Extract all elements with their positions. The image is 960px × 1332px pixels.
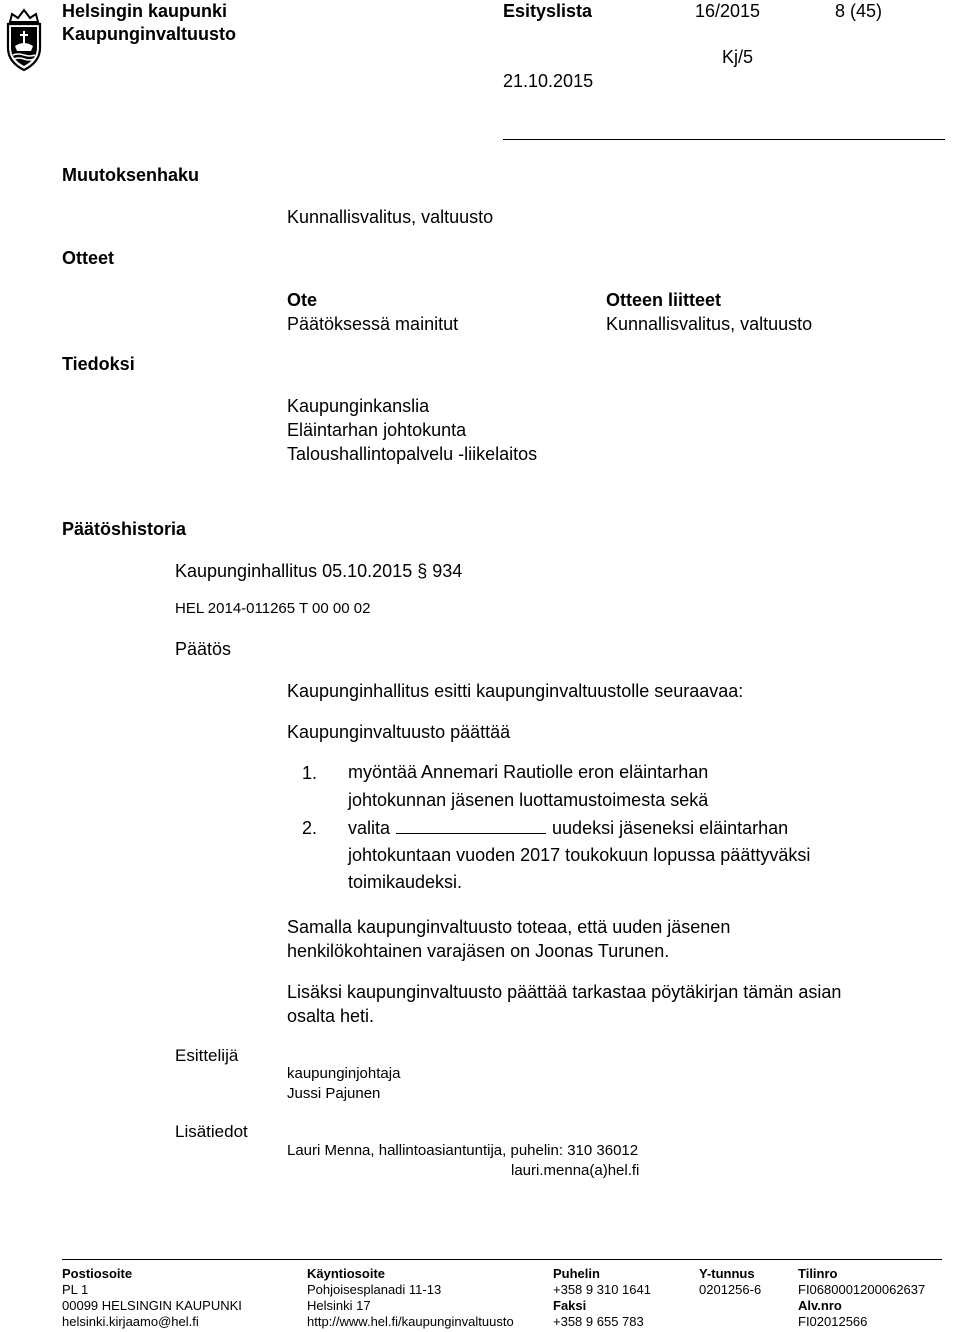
item-text [348, 815, 810, 842]
footer-heading: Tilinro [798, 1266, 838, 1281]
footer-heading: Käyntiosoite [307, 1266, 386, 1281]
tiedoksi-item: Kaupunginkanslia [287, 396, 430, 416]
tiedoksi-heading: Tiedoksi [62, 354, 135, 374]
footer-heading: Postiosoite [62, 1266, 133, 1281]
item-code: Kj/5 [722, 47, 754, 67]
item-text-part: uudeksi jäseneksi eläintarhan [552, 818, 789, 838]
section-number: 934 [432, 561, 463, 581]
otteet-heading: Otteet [62, 248, 115, 268]
presenter [287, 1064, 400, 1104]
historia-meeting [175, 560, 462, 582]
footer-text: FI0680001200062637 [798, 1282, 926, 1297]
decision-label: Päätös [175, 639, 232, 659]
footer-col-tilinro [798, 1266, 925, 1330]
item-number: 2. [302, 818, 318, 838]
decision-decides: Kaupunginvaltuusto päättää [287, 722, 511, 742]
footer-divider [62, 1259, 942, 1260]
presenter-label: Esittelijä [175, 1046, 239, 1065]
presenter-name: Jussi Pajunen [287, 1085, 381, 1102]
footer-text: Helsinki 17 [307, 1298, 371, 1313]
ote-title: Ote [287, 290, 318, 310]
footer-col-visit [307, 1266, 514, 1330]
footer-text: FI02012566 [798, 1314, 868, 1329]
tiedoksi-item: Eläintarhan johtokunta [287, 420, 467, 440]
ote-value: Päätöksessä mainitut [287, 314, 459, 334]
paragraph-line: Lisäksi kaupunginvaltuusto päättää tarkastaa pöytäkirjan tämän asian [287, 982, 842, 1002]
footer-col-postal [62, 1266, 242, 1330]
footer-text: +358 9 310 1641 [553, 1282, 651, 1297]
footer-text: 0201256-6 [699, 1282, 762, 1297]
meeting-name: Kaupunginhallitus 05.10.2015 [175, 561, 413, 581]
presenter-title: kaupunginjohtaja [287, 1065, 401, 1082]
paragraph [287, 980, 841, 1028]
header-divider [503, 139, 945, 140]
item-text: myöntää Annemari Rautiolle eron eläintarhan [348, 762, 709, 782]
footer-url: http://www.hel.fi/kaupunginvaltuusto [307, 1314, 514, 1329]
blank-line [396, 819, 546, 834]
paragraph-line: henkilökohtainen varajäsen on Joonas Turunen. [287, 941, 670, 961]
paragraph-line: osalta heti. [287, 1006, 375, 1026]
tiedoksi-list [287, 394, 537, 466]
item-text-part: valita [348, 818, 391, 838]
footer-text: Pohjoisesplanadi 11-13 [307, 1282, 442, 1297]
org-name: Helsingin kaupunki [62, 1, 228, 21]
meeting-date: 21.10.2015 [503, 71, 594, 91]
item-text: johtokuntaan vuoden 2017 toukokuun lopussa päättyväksi [348, 845, 811, 865]
list-item [348, 815, 810, 896]
footer-col-ytunnus [699, 1266, 761, 1298]
list-item [348, 760, 708, 812]
footer-heading: Y-tunnus [699, 1266, 755, 1281]
decision-intro: Kaupunginhallitus esitti kaupunginvaltuustolle seuraavaa: [287, 681, 744, 701]
paragraph-line: Samalla kaupunginvaltuusto toteaa, että uuden jäsenen [287, 917, 731, 937]
historia-heading: Päätöshistoria [62, 519, 187, 539]
section-sign: § [417, 561, 428, 581]
footer-text: 00099 HELSINGIN KAUPUNKI [62, 1298, 242, 1313]
doc-type: Esityslista [503, 1, 593, 21]
liitteet-value: Kunnallisvalitus, valtuusto [606, 314, 813, 334]
helsinki-coat-of-arms-icon [4, 4, 44, 72]
footer-heading: Alv.nro [798, 1298, 842, 1313]
info-email: lauri.menna(a)hel.fi [511, 1162, 640, 1179]
info-contact: Lauri Menna, hallintoasiantuntija, puhelin: 310 36012 [287, 1142, 639, 1159]
footer-heading: Faksi [553, 1298, 587, 1313]
info-label: Lisätiedot [175, 1122, 248, 1141]
diary-number: HEL 2014-011265 T 00 00 02 [175, 600, 371, 617]
footer-text: +358 9 655 783 [553, 1314, 644, 1329]
footer-col-phone [553, 1266, 651, 1330]
body-name: Kaupunginvaltuusto [62, 24, 236, 44]
item-text: johtokunnan jäsenen luottamustoimesta sekä [348, 790, 709, 810]
liitteet-title: Otteen liitteet [606, 290, 722, 310]
muutoksenhaku-heading: Muutoksenhaku [62, 165, 200, 185]
item-text: toimikaudeksi. [348, 872, 463, 892]
item-number: 1. [302, 763, 318, 783]
paragraph [287, 915, 730, 963]
tiedoksi-item: Taloushallintopalvelu -liikelaitos [287, 444, 538, 464]
muutoksenhaku-value: Kunnallisvalitus, valtuusto [287, 207, 494, 227]
footer-email: helsinki.kirjaamo@hel.fi [62, 1314, 199, 1329]
page-number: 8 (45) [835, 1, 883, 21]
doc-number: 16/2015 [695, 1, 761, 21]
footer-heading: Puhelin [553, 1266, 600, 1281]
footer-text: PL 1 [62, 1282, 89, 1297]
